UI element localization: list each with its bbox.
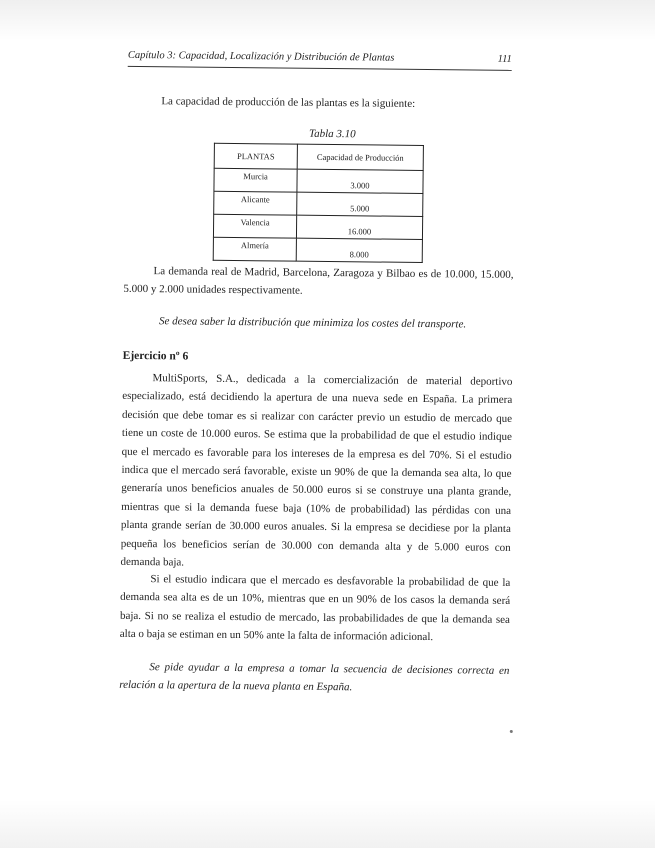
exercise-title: Ejercicio nº 6 bbox=[122, 349, 189, 363]
running-header bbox=[128, 50, 512, 71]
plant-capacity: 16.000 bbox=[296, 215, 422, 239]
chapter-title: Capítulo 3: Capacidad, Localización y Distribución de Plantas bbox=[127, 49, 395, 64]
header-capacity: Capacidad de Producción bbox=[297, 144, 423, 170]
plant-name: Valencia bbox=[213, 214, 296, 238]
plant-capacity: 8.000 bbox=[296, 238, 422, 262]
table-row bbox=[213, 214, 422, 239]
plant-name: Alicante bbox=[214, 191, 297, 215]
question-transport: Se desea saber la distribución que minimiza los costes del transporte. bbox=[159, 315, 467, 331]
exercise-paragraph-2: Si el estudio indicara que el mercado es desfavorable la probabilidad de que la demanda sea alta es de un 10%, mientras que en un 90% de los casos la demanda será baja. Si no se realiza el estudio de mercado, las probabilidades de que la demanda sea alta o baja se estiman en un 50% ante la falta de información adicional. bbox=[119, 573, 511, 644]
exercise-question: Se pide ayudar a la empresa a tomar la secuencia de decisiones correcta en relación a la apertura de la nueva planta en España. bbox=[119, 661, 510, 694]
table-row bbox=[214, 168, 423, 193]
plant-name: Almería bbox=[213, 237, 296, 261]
scan-speck bbox=[510, 730, 513, 733]
capacity-table bbox=[213, 143, 424, 263]
intro-paragraph: La capacidad de producción de las plantas es la siguiente: bbox=[161, 95, 416, 110]
page-number: 111 bbox=[497, 53, 512, 65]
table-header-row bbox=[214, 143, 423, 170]
table-row bbox=[213, 237, 422, 262]
plant-capacity: 5.000 bbox=[297, 192, 423, 216]
demand-paragraph: La demanda real de Madrid, Barcelona, Zaragoza y Bilbao es de 10.000, 15.000, 5.000 y 2.000 unidades respectivamente. bbox=[123, 265, 514, 298]
table-row bbox=[214, 191, 423, 216]
exercise-paragraph-1: MultiSports, S.A., dedicada a la comercialización de material deportivo especializado, está decidiendo la apertura de una nueva sede en España. La primera decisión que debe tomar es si realizar con carácter previo un estudio de mercado que tiene un coste de 10.000 euros. Se estima que la probabilidad de que el estudio indique que el mercado es favorable para los intereses de la empresa es del 70%. Si el estudio indica que el mercado será favorable, existe un 90% de que la demanda sea alta, lo que generaría unos beneficios anuales de 50.000 euros si se construye una planta grande, mientras que si la demanda fuese baja (10% de probabilidad) las pérdidas con una planta grande serían de 30.000 euros anuales. Si la empresa se decidiese por la planta pequeña los beneficios serían de 30.000 con demanda alta y de 5.000 euros con demanda baja. bbox=[120, 372, 513, 569]
header-plants: PLANTAS bbox=[214, 143, 297, 169]
table-caption: Tabla 3.10 bbox=[308, 127, 356, 141]
plant-name: Murcia bbox=[214, 168, 297, 192]
plant-capacity: 3.000 bbox=[297, 169, 423, 193]
